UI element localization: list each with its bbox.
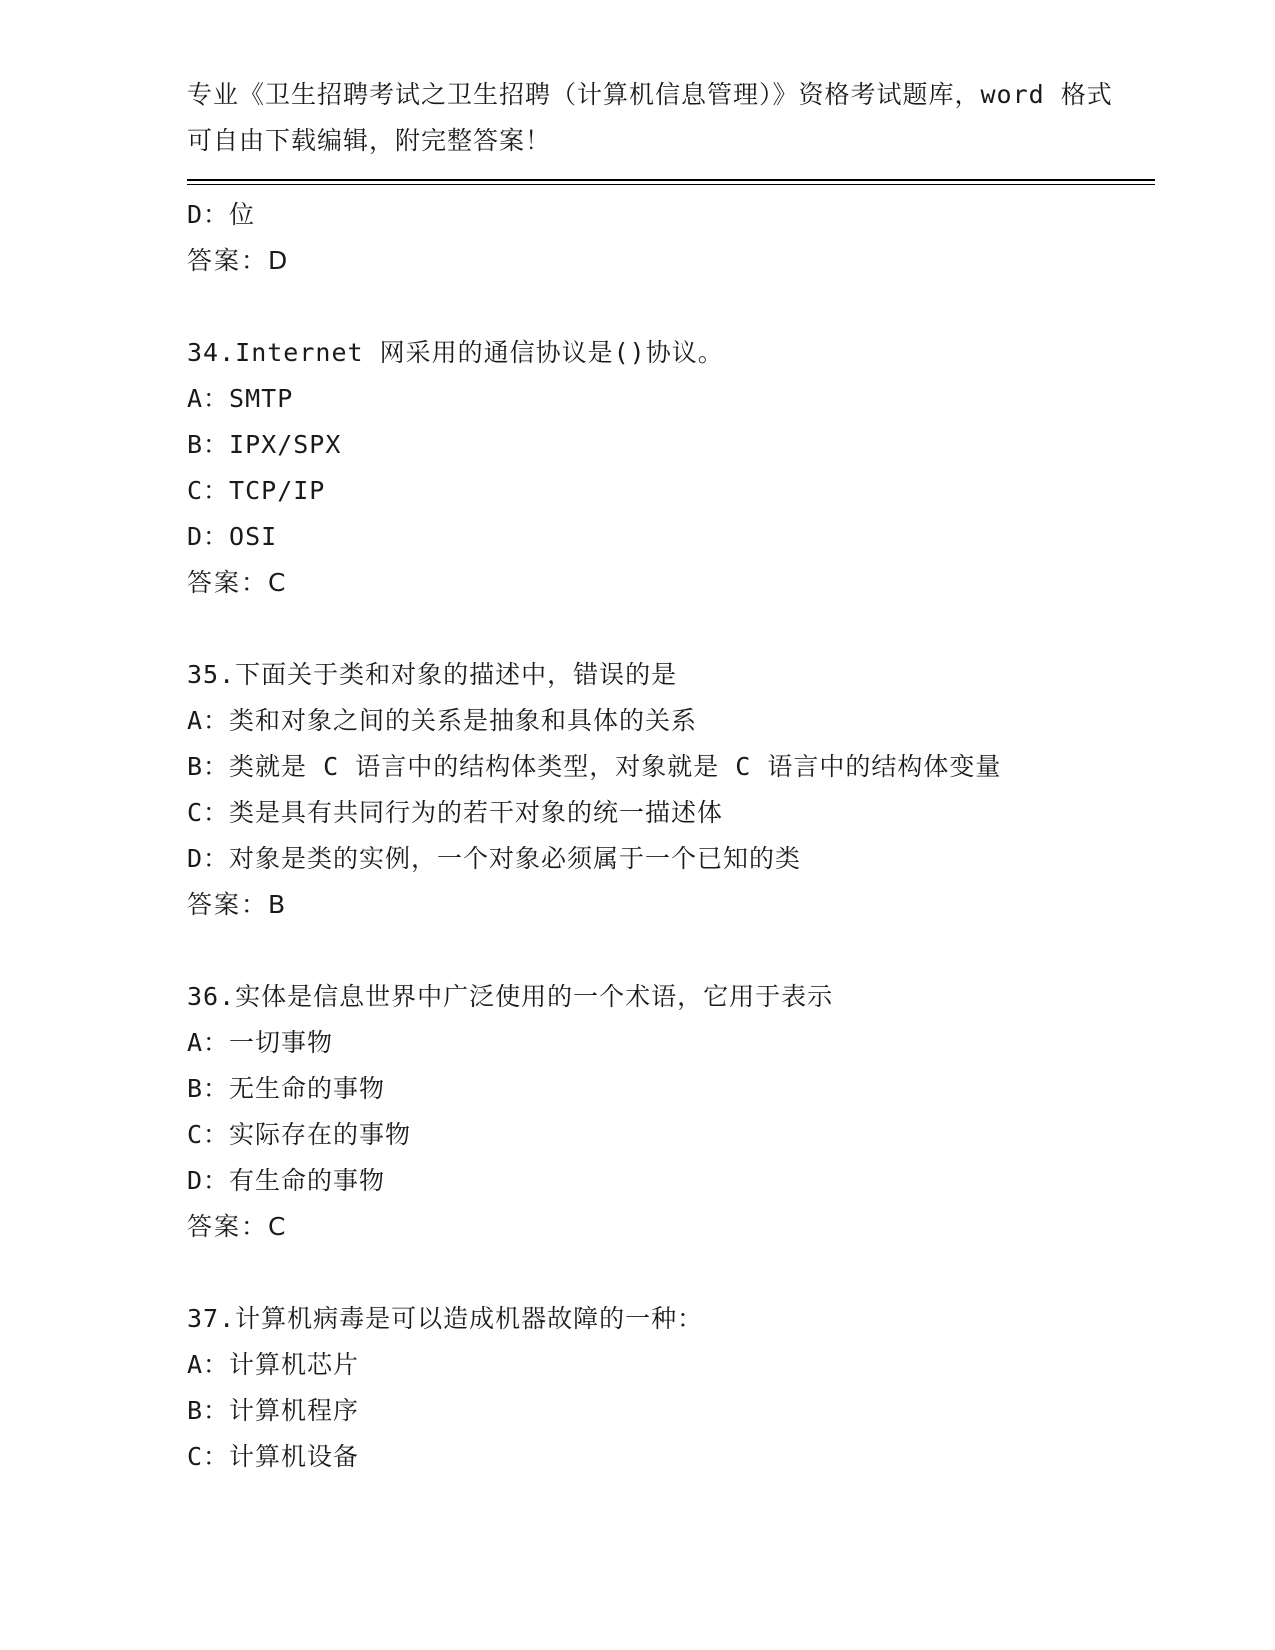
question-stem: 34.Internet 网采用的通信协议是()协议。 [187, 338, 724, 367]
option-a: A：计算机芯片 [187, 1350, 360, 1379]
header-divider-thick [187, 179, 1155, 181]
option-a: A：类和对象之间的关系是抽象和具体的关系 [187, 706, 698, 735]
option-d: D：对象是类的实例，一个对象必须属于一个已知的类 [187, 844, 802, 873]
question-37 [187, 1296, 1147, 1480]
question-stem: 37.计算机病毒是可以造成机器故障的一种： [187, 1304, 704, 1333]
option-c: C：实际存在的事物 [187, 1120, 412, 1149]
question-35 [187, 652, 1147, 928]
answer-line: 答案：B [187, 890, 288, 919]
document-header [187, 72, 1113, 164]
question-stem: 36.实体是信息世界中广泛使用的一个术语，它用于表示 [187, 982, 834, 1011]
answer-line: 答案：C [187, 1212, 288, 1241]
option-b: B：无生命的事物 [187, 1074, 386, 1103]
option-b: B：计算机程序 [187, 1396, 360, 1425]
option-a: A：一切事物 [187, 1028, 334, 1057]
header-title-line-1: 专业《卫生招聘考试之卫生招聘（计算机信息管理）》资格考试题库，word 格式 [187, 80, 1113, 109]
question-list [187, 192, 1147, 1480]
answer-line: 答案：D [187, 246, 290, 275]
option-c: C：计算机设备 [187, 1442, 360, 1471]
answer-line: 答案：C [187, 568, 288, 597]
header-divider-thin [187, 184, 1155, 185]
option-b: B：IPX/SPX [187, 430, 342, 459]
option-d: D：有生命的事物 [187, 1166, 386, 1195]
option-b: B：类就是 C 语言中的结构体类型，对象就是 C 语言中的结构体变量 [187, 752, 1002, 781]
option-d: D：位 [187, 200, 256, 229]
question-34 [187, 330, 1147, 606]
option-c: C：类是具有共同行为的若干对象的统一描述体 [187, 798, 724, 827]
option-a: A：SMTP [187, 384, 294, 413]
question-stem: 35.下面关于类和对象的描述中，错误的是 [187, 660, 678, 689]
header-title-line-2: 可自由下载编辑，附完整答案！ [187, 126, 552, 155]
option-c: C：TCP/IP [187, 476, 326, 505]
option-d: D：OSI [187, 522, 278, 551]
question-36 [187, 974, 1147, 1250]
